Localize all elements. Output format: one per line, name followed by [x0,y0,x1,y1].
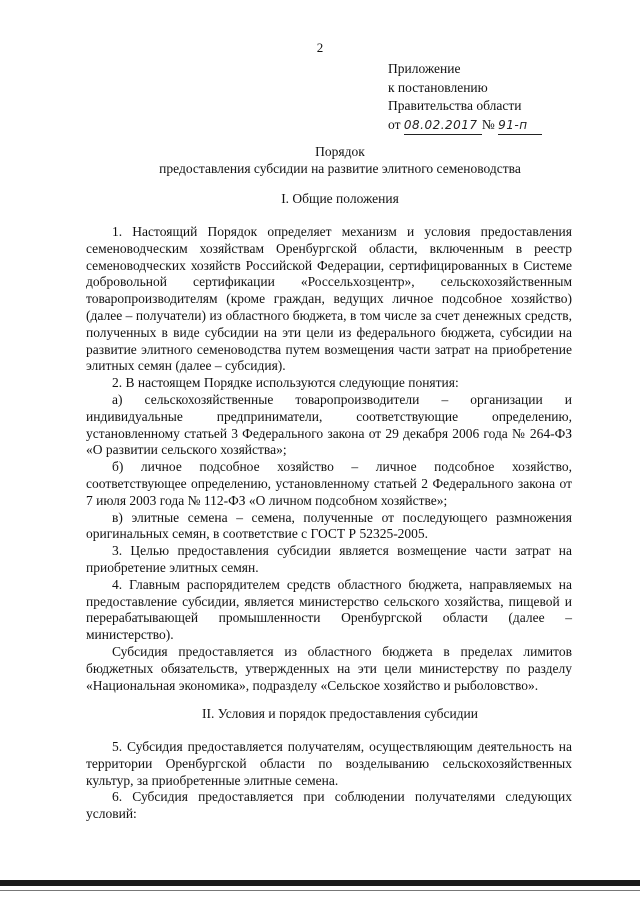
appendix-block [388,60,628,135]
handwritten-date: 08.02.2017 [404,116,482,136]
scan-bottom-edge [0,880,640,886]
paragraph-2b: б) личное подсобное хозяйство – личное подсобное хозяйство, соответствующее определению, установленному статьей 2 Федерального закона от 7 июля 2003 года № 112-ФЗ «О личном подсобном хозяйстве»; [86,459,572,508]
document-title [60,143,620,177]
title-subject: предоставления субсидии на развитие элитного семеноводства [159,161,521,176]
scan-bottom-edge-thin [0,890,640,891]
title-word: Порядок [315,144,365,159]
appendix-date-line [388,116,628,136]
appendix-to-resolution: к постановлению [388,79,488,95]
section-1-heading: I. Общие положения [281,191,399,206]
page-number: 2 [316,40,324,55]
paragraph-3: 3. Целью предоставления субсидии является возмещение части затрат на приобретение элитных семян. [86,543,572,575]
appendix-government: Правительства области [388,98,522,113]
number-label: № [481,116,495,132]
appendix-title: Приложение [388,61,461,76]
section-2-heading: II. Условия и порядок предоставления субсидии [202,706,478,721]
paragraph-2c: в) элитные семена – семена, полученные от последующего размножения оригинальных семян, в соответствие с ГОСТ Р 52325-2005. [86,509,572,542]
paragraph-2: 2. В настоящем Порядке используются следующие понятия: [112,375,459,391]
paragraph-4: 4. Главным распорядителем средств областного бюджета, направляемых на предоставление субсидии, является министерство сельского хозяйства, пищевой и перерабатывающей промышленности Оренбургской области (далее – министерство). [86,576,572,643]
paragraph-6: 6. Субсидия предоставляется при соблюдении получателями следующих условий: [86,789,572,822]
section-1-body [86,224,572,694]
paragraph-2a: а) сельскохозяйственные товаропроизводители – организации и индивидуальные предприниматели, соответствующие определению, установленному статьей 3 Федерального закона от 29 декабря 2006 года № 264-ФЗ «О развитии сельского хозяйства»; [86,391,572,458]
from-label: от [388,116,401,132]
paragraph-4-subsidy: Субсидия предоставляется из областного бюджета в пределах лимитов бюджетных обязательств, утвержденных на эти цели министерству по разделу «Национальная экономика», подразделу «Сельское хозяйство и рыболовство». [86,643,572,693]
section-2-body [86,739,572,823]
paragraph-5: 5. Субсидия предоставляется получателям, осуществляющим деятельность на территории Оренбургской области по возделыванию сельскохозяйственных культур, за приобретенные элитные семена. [86,739,572,788]
paragraph-1: 1. Настоящий Порядок определяет механизм и условия предоставления семеноводческим хозяйствам Оренбургской области, включенным в реестр семеноводческих хозяйств Российской Федерации, сертифицированных в Системе добровольной сертификации «Россельхозцентр», сельскохозяйственным товаропроизводителям (кроме граждан, ведущих личное подсобное хозяйство) (далее – получатели) из областного бюджета, в том числе за счет денежных средств, полученных в виде субсидии на эти цели из федерального бюджета, субсидии на развитие элитного семеноводства путем возмещения части затрат на приобретение элитных семян (далее – субсидия). [86,224,572,374]
handwritten-number: 91-п [498,116,542,136]
